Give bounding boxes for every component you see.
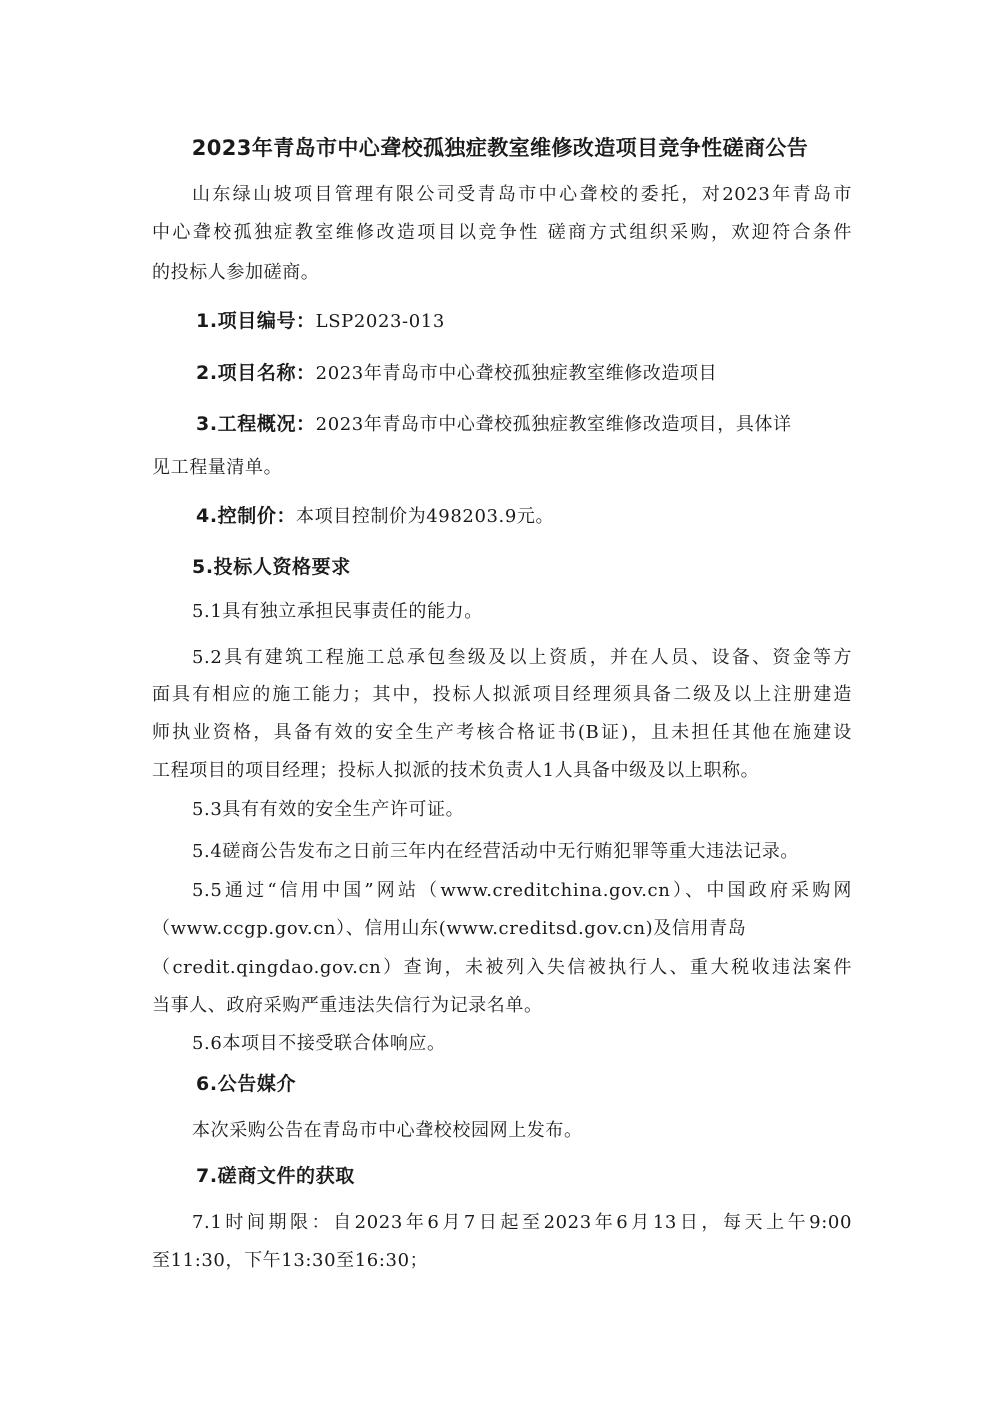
media-paragraph: 本次采购公告在青岛市中心聋校校园网上发布。 xyxy=(192,1120,583,1141)
item-project-name xyxy=(196,360,896,387)
intro-line-3: 的投标人参加磋商。 xyxy=(152,262,320,283)
intro-line-2: 中心聋校孤独症教室维修改造项目以竞争性 磋商方式组织采购，欢迎符合条件 xyxy=(152,222,852,243)
documents-7-1-line-2: 至11:30，下午13:30至16:30； xyxy=(152,1250,429,1271)
qualification-5-5-line-4: 当事人、政府采购严重违法失信行为记录名单。 xyxy=(152,995,543,1016)
item-label: 1.项目编号： xyxy=(196,310,316,332)
item-value: 本项目控制价为498203.9元。 xyxy=(296,506,555,527)
qualification-5-6: 5.6本项目不接受联合体响应。 xyxy=(192,1033,446,1054)
qualification-5-5-line-2: （www.ccgp.gov.cn）、信用山东(www.creditsd.gov.cn)及信用青岛 xyxy=(152,918,747,939)
item-project-number xyxy=(196,308,896,335)
intro-line-1: 山东绿山坡项目管理有限公司受青岛市中心聋校的委托，对2023年青岛市 xyxy=(192,184,852,205)
qualification-5-2-line-3: 师执业资格，具备有效的安全生产考核合格证书(B证)，且未担任其他在施建设 xyxy=(152,722,852,743)
item-value: 2023年青岛市中心聋校孤独症教室维修改造项目，具体详 xyxy=(315,414,792,435)
page-title: 2023年青岛市中心聋校孤独症教室维修改造项目竞争性磋商公告 xyxy=(191,136,809,160)
qualification-5-2-line-1: 5.2具有建筑工程施工总承包叁级及以上资质，并在人员、设备、资金等方 xyxy=(192,647,852,668)
qualification-5-2-line-2: 面具有相应的施工能力；其中，投标人拟派项目经理须具备二级及以上注册建造 xyxy=(152,684,852,705)
documents-7-1-line-1: 7.1时间期限：自2023年6月7日起至2023年6月13日，每天上午9:00 xyxy=(192,1212,852,1233)
qualification-5-2-line-4: 工程项目的项目经理；投标人拟派的技术负责人1人具备中级及以上职称。 xyxy=(152,760,760,781)
item-label: 4.控制价： xyxy=(196,505,297,527)
qualification-5-5-line-1: 5.5通过“信用中国”网站（www.creditchina.gov.cn）、中国政府采购网 xyxy=(192,880,852,901)
item-label: 3.工程概况： xyxy=(196,413,316,435)
qualification-5-4: 5.4磋商公告发布之日前三年内在经营活动中无行贿犯罪等重大违法记录。 xyxy=(192,841,800,862)
item-label: 2.项目名称： xyxy=(196,362,316,384)
section-heading-documents: 7.磋商文件的获取 xyxy=(196,1165,355,1187)
qualification-5-3: 5.3具有有效的安全生产许可证。 xyxy=(192,799,465,820)
qualification-5-1: 5.1具有独立承担民事责任的能力。 xyxy=(192,601,483,622)
section-heading-qualifications: 5.投标人资格要求 xyxy=(192,556,351,578)
item-project-overview xyxy=(196,411,852,438)
item-project-overview-cont: 见工程量清单。 xyxy=(152,457,283,478)
qualification-5-5-line-3: （credit.qingdao.gov.cn）查询，未被列入失信被执行人、重大税收违法案件 xyxy=(152,957,852,978)
item-control-price xyxy=(196,503,896,530)
section-heading-media: 6.公告媒介 xyxy=(196,1073,297,1095)
item-value: 2023年青岛市中心聋校孤独症教室维修改造项目 xyxy=(315,363,718,384)
item-value: LSP2023-013 xyxy=(315,311,445,332)
